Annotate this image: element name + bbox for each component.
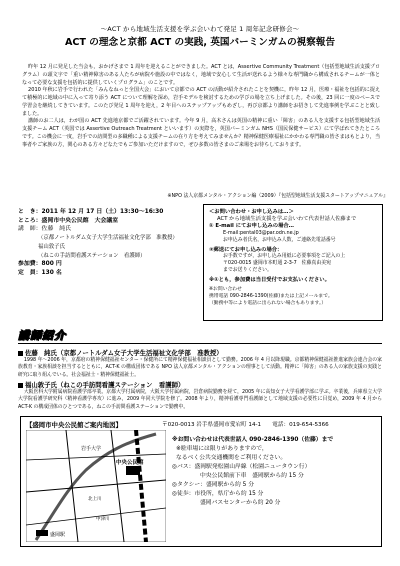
- taxi-route: ◎タクシー：盛岡駅から約 5 分: [172, 482, 254, 488]
- map-label: 岩手大学: [81, 446, 102, 452]
- profile-text: 1998 年〜2006 年，京都府の精神保健福祉センター・保健所にて精神保健福祉相談員として勤務。2006 年 4 月以降現職。京都精神保健福祉推進家族会連合会の家族教育・家族相談を担当するとともに，ACT-K の構成団体である NPO 法人京都メンタル・アクションの理事として活動。精神に「障害」のある人の家族支援の実践と研究に取り組んでいる。社会福祉士・精神保健福祉士。: [18, 357, 382, 378]
- mail-apply-line: お手数ですが，お申し込み用紙に必要事項をご記入の上: [223, 253, 346, 260]
- inquiry-phone-line: ※お問い合わせは代表世話人 090-2846-1390（佐藤）まで: [172, 437, 334, 443]
- transit-note: なるべく公共交通機関をご利用ください。: [176, 455, 287, 461]
- event-capacity: 定 員：130 名: [18, 269, 62, 276]
- profile-body: [18, 389, 382, 411]
- profile-body: [18, 357, 382, 379]
- contact-heading: ＜お問い合わせ・お申し込みは…＞: [209, 209, 294, 215]
- profile-text: 大阪医科大学附属病院看護学部卒業。京都大学付属病院，大阪大学付属病院，岩倉病院勤務を経て，2005 年に高知女子大学看護学部に学ぶ。卒業後，兵庫県立大学大学院看護学研究科（精神看護学専攻）に進み，2009 年同大学院を修了。2008 年より，精神看護専門看護師として地域支援の必要性に目覚め，2009 年 4 月から ACT-K の構成団体のひとつである，ねこの手訪問看護ステーションで勤務中。: [18, 389, 382, 410]
- intro-text: [22, 64, 380, 149]
- profiles-divider: [18, 343, 382, 344]
- walk-detail: 盛岡バスセンターから約 20 分: [200, 500, 281, 506]
- walk-route: ◎徒歩：市役所，県庁から約 15 分: [172, 491, 264, 497]
- intro-paragraph: 昨年 12 月に発足した当会も，おかげさまで 1 周年を迎えることができました。ACT とは，Assertive Community Treatment（包括型地域生活支援プログラム）の頭文字で「重い精神障害のある人たちが病院や施設の中ではなく，地域で安心して生活が送れるよう様々な専門職から構成されるチームが一体となって必要な支援を包括的に提供していくプログラム」のことです。: [22, 64, 380, 86]
- access-details: [172, 436, 377, 508]
- event-place: ところ：盛岡市中央公民館 大会議室: [18, 217, 119, 224]
- contact-box: [203, 204, 383, 321]
- reference-note: ※NPO 法人京都メンタル・アクション編（2009）『包括型地域生活支援スタートアップマニュアル』: [167, 193, 388, 199]
- intro-paragraph: 講師のお二人は，わが国の ACT 先進地京都でご活躍されています。今年 9 月，高木さんは英国の精神に重い「障害」のある人を支援する包括型地域生活支援チーム ACT（英国では Assertive Outreach Treatment といいます）の実際を，英国バーミンガム NHS（国民保健サービス）にて学ばれてきたところです。この機会に一度，岩手での訪問型の多職種による支援チームの在り方を考えてみませんか？精神保健医療福祉にかかわる専門職の皆さまはもとより，当事者やご家族の方，関心のある方々どなたでもご参加いただけますので，ぜひ多数の皆さまのご来場をお待ちしております。: [22, 118, 380, 148]
- intro-paragraph: 2010 年秋に岩手で行われた「みんなねっと全国大会」において京都での ACT の活動が紹介されたことを契機に，昨年 12 月，医療・福祉を包括的に捉えて積極的に地域の中に入って寄り添う ACT について理解を深め，岩手モデルを検討するための学びの場を立ち上げました。その後，23 回に一度のペースで学習会を継続してきています。このたび発足 1 周年を迎え，2 年目へのステップアップもめざし，再び京都より講師をお招きして先進事例を学ぶことと致しました。: [22, 87, 380, 117]
- email-address[interactable]: E-mail:pental03@par.odn.ne.jp: [223, 229, 299, 236]
- lecturer1-affiliation: （京都ノートルダム女子大学生活福祉文化学部 准教授）: [38, 235, 178, 242]
- lecturer2-name: 福山敦子氏: [38, 243, 65, 250]
- event-details: [18, 208, 190, 278]
- profile-name-row: [18, 380, 382, 389]
- event-subtitle: 〜ACT から地域生活支援を学ぶ会いわて発足 1 周年記念研修会〜: [100, 25, 300, 33]
- lecturer2-affiliation: （ねこの手訪問看護ステーション 看護師）: [38, 252, 146, 259]
- map-label-venue: 中央公民館: [116, 460, 144, 466]
- profile-name: 福山敦子氏（ねこの手訪問看護ステーション 看護師）: [25, 381, 185, 389]
- fee-payment-note: ※①とも，参加費は当日受付でお支払いください。: [209, 277, 330, 284]
- station-marker: [36, 530, 48, 536]
- bus-route: ◎バス：盛岡駅発松園山岸線（松園ニュータウン行）: [172, 464, 311, 470]
- bus-detail: 中央公民館前下車 盛岡駅から約 15 分: [200, 473, 304, 479]
- parking-note: ※駐車場には限りがありますので，: [176, 446, 268, 452]
- contact-org: ACT から地域生活支援を学ぶ会いわて代表世話人佐藤まで: [217, 215, 357, 222]
- map-label: 中津川: [96, 517, 110, 522]
- email-apply-note: お申込み者氏名，お申込み人数，ご連絡先電話番号: [223, 236, 336, 243]
- inquiry-hours: （勤務中等により電話に出られない場合もあります。）: [209, 300, 327, 306]
- event-date: と き：2011 年 12 月 17 日（土）13:30〜16:30: [18, 209, 164, 215]
- profile-sato: [18, 348, 382, 379]
- lecturer-label: 講 師：佐藤 純氏: [18, 226, 72, 233]
- access-map: [26, 430, 166, 542]
- bullet-square-icon: [18, 351, 23, 356]
- event-title: ACT の理念と京都 ACT の実践, 英国バーミンガムの視察報告: [64, 37, 336, 48]
- inquiry-phone: 携帯電話 090-2846-1390(佐藤)または上記メールまで。: [209, 293, 333, 299]
- map-title: 【盛岡市中央公民館ご案内地図】: [26, 421, 122, 429]
- inquiry-label: ※お問い合わせ: [209, 287, 242, 293]
- venue-marker: [126, 466, 140, 475]
- profile-name: 佐藤 純氏（京都ノートルダム女子大学生活福祉文化学部 准教授）: [25, 349, 223, 357]
- mail-apply-line: までお送りください。: [223, 267, 272, 274]
- email-apply-label: ① E-mail にてお申し込みの場合…: [209, 222, 294, 229]
- map-label: 北上川: [88, 497, 102, 502]
- mail-apply-label: ②郵送にてお申し込みの場合：: [209, 246, 283, 253]
- bullet-square-icon: [18, 383, 23, 388]
- profile-fukuyama: [18, 380, 382, 411]
- venue-address: 〒020-0013 岩手県盛岡市愛宕町 14-1 電話：019-654-5366: [162, 422, 329, 428]
- profile-name-row: [18, 348, 382, 357]
- event-fee: 参加費：800 円: [18, 261, 62, 268]
- map-label-station: 盛岡駅: [50, 532, 66, 538]
- profiles-heading: 講師紹介: [18, 329, 66, 342]
- mail-apply-address: 〒020-0015 盛岡市本町通 2-3-7 佐藤真由美宛: [223, 260, 331, 267]
